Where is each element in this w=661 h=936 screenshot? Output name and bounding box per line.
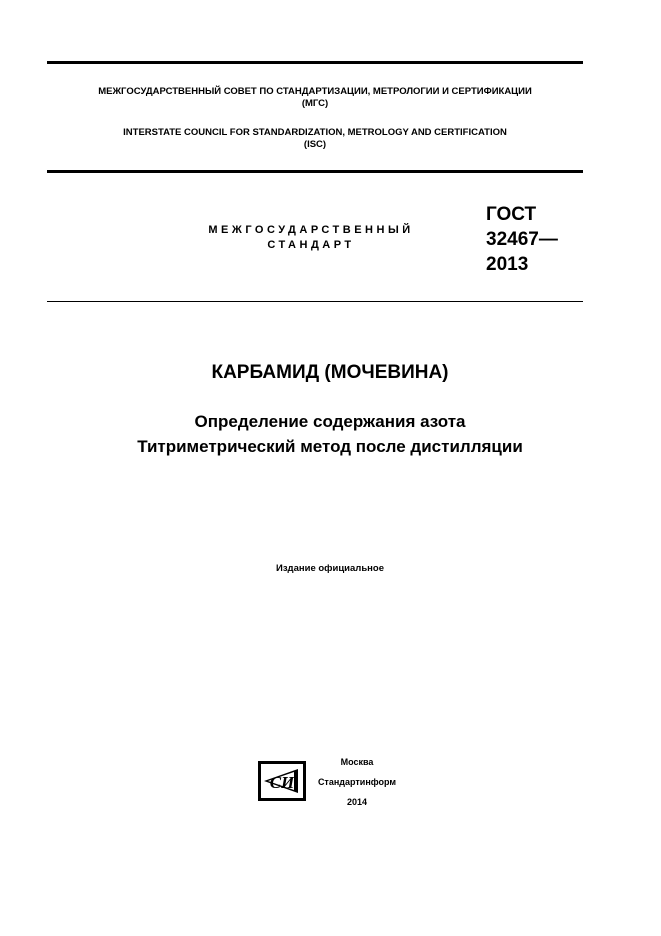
publisher-city: Москва <box>340 757 374 767</box>
gost-designation <box>486 202 558 277</box>
standard-type-line1: МЕЖГОСУДАРСТВЕННЫЙ <box>208 224 414 236</box>
council-name-ru-text: МЕЖГОСУДАРСТВЕННЫЙ СОВЕТ ПО СТАНДАРТИЗАЦИИ, МЕТРОЛОГИИ И СЕРТИФИКАЦИИ <box>98 86 532 97</box>
council-abbr-en: (ISC) <box>303 139 327 150</box>
council-name-en <box>47 127 583 151</box>
council-name-ru <box>47 86 583 110</box>
standard-type <box>180 223 442 253</box>
thin-rule <box>47 301 583 302</box>
standard-type-line2: СТАНДАРТ <box>267 239 355 251</box>
gost-number: 32467— <box>486 229 558 250</box>
subtitle-line2: Титриметрический метод после дистилляции <box>137 437 523 456</box>
logo-text: СИ <box>269 773 295 792</box>
council-name-en-text: INTERSTATE COUNCIL FOR STANDARDIZATION, METROLOGY AND CERTIFICATION <box>123 127 507 138</box>
gost-year: 2013 <box>486 254 529 275</box>
council-abbr-ru: (МГС) <box>301 98 329 109</box>
publisher-block <box>312 752 402 812</box>
publisher-year: 2014 <box>346 797 368 807</box>
publisher-name: Стандартинформ <box>317 777 397 787</box>
standartinform-logo <box>258 761 306 801</box>
gost-label: ГОСТ <box>486 204 537 225</box>
top-rule <box>47 61 583 64</box>
document-subtitle <box>47 409 613 459</box>
edition-label: Издание официальное <box>276 563 384 574</box>
document-title: КАРБАМИД (МОЧЕВИНА) <box>211 362 449 383</box>
subtitle-line1: Определение содержания азота <box>194 412 466 431</box>
middle-rule <box>47 170 583 173</box>
